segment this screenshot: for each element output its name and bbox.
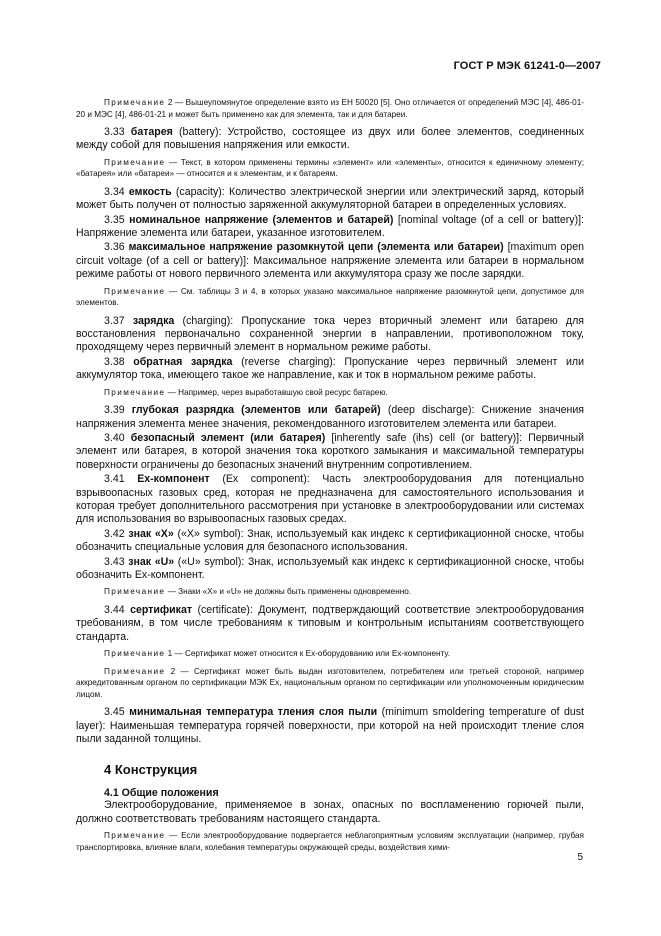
note-lead: Примечание [104,587,166,597]
note [76,286,584,309]
term-name: емкость [128,185,172,198]
term-text: [nominal voltage (of a cell or battery)]: Напряжение элемента или батареи, указанное изготовителем. [76,213,584,240]
term-name: знак «U» [128,555,175,568]
term-definition [76,604,584,644]
term-number: 3.37 [104,314,125,327]
term-number: 3.35 [104,213,125,226]
note-lead: Примечание [104,286,166,296]
note-text: — Текст, в котором применены термины «элемент» или «элементы», относится к единичному элементу; «батарея» или «батареи» — относится и к элементам, и к батареям. [76,157,584,179]
term-text: (reverse charging): Пропускание через первичный элемент или аккумулятор тока, имеющего такое же направление, как и ток в нормальном режиме работы. [76,355,584,382]
note [76,586,584,598]
document-body [76,93,584,859]
section-heading: 4 Конструкция [104,762,198,778]
note-text: — См. таблицы 3 и 4, в которых указано максимальное напряжение разомкнутой цепи, допустимое для элементов. [76,286,584,308]
page-number: 5 [577,852,583,863]
term-number: 3.39 [104,404,125,417]
standard-header: ГОСТ Р МЭК 61241-0—2007 [453,60,601,72]
note-lead: Примечание [104,98,166,107]
note-lead: Примечание [104,387,166,397]
term-text: [maximum open circuit voltage (of a cell or battery)]: Максимальное напряжение элемента или батареи в нормальном режиме работы от нового первичного элемента или аккумулятора сразу же после зарядки. [76,241,584,281]
term-number: 3.40 [104,432,125,444]
term-number: 3.44 [104,603,125,616]
term-definition [76,315,584,355]
term-number: 3.45 [104,706,125,719]
term-definition [76,241,584,281]
term-text: (certificate): Документ, подтверждающий соответствие электрооборудования требованиям, в том числе требованиям к типовым и контрольным испытаниям соответствующего стандарта. [76,603,585,643]
note-text: — Если электрооборудование подвергается неблагоприятным условиям эксплуатации (например, грубая транспортировка, влияние влаги, колебания температуры окружающей среды, воздействия хими- [76,831,584,852]
term-definition [76,356,584,383]
term-text: («U» symbol): Знак, используемый как индекс к сертификационной сноске, чтобы обозначить Ex-компонент. [76,555,584,582]
note [76,387,584,399]
term-definition [76,473,584,527]
term-number: 3.33 [104,126,125,138]
term-text: (Ex component): Часть электрооборудования для потенциально взрывоопасных газовых сред, которая не предназначена для самостоятельного использования и которая требует дополнительного рассмотрения при установке в электрооборудовании или системах для использования во взрывоопасных газовых средах. [76,473,584,526]
term-definition [76,126,584,153]
term-text: [inherently safe (ihs) cell (or battery)]: Первичный элемент или батарея, в которой значения тока короткого замыкания и максимальной температуры поверхности ограничены до безопасных значений внутренним сопротивлением. [76,432,585,471]
note [76,648,584,660]
term-definition [76,528,584,555]
paragraph: Электрооборудование, применяемое в зонах, опасных по воспламенению горючей пыли, должно соответствовать требованиям настоящего стандарта. [76,799,584,825]
note-text: 2 — Сертификат может быть выдан изготовителем, потребителем или третьей стороной, например аккредитованным органом по сертификации МЭК Ex, национальным органом по сертификации или уполномоченным юридическим лицом. [76,666,584,699]
term-name: минимальная температура тления слоя пыли [129,706,378,719]
term-number: 3.42 [104,527,125,540]
term-text: (minimum smoldering temperature of dust layer): Наименьшая температура горячей поверхности, при которой на ней происходит тление слоя пыли заданной толщины. [76,706,584,745]
note-text: — Знаки «X» и «U» не должны быть применены одновременно. [165,587,412,597]
term-name: батарея [130,126,173,138]
term-number: 3.43 [104,555,125,568]
term-definition [76,404,584,431]
note-lead: Примечание [104,649,166,659]
term-definition [76,432,584,472]
note-lead: Примечание [104,666,166,676]
term-text: (charging): Пропускание тока через вторичный элемент или батарею для восстановления первоначально сохраненной энергии в направлении, противоположном току, проходящему через первичный элемент в нормальном режиме работы. [76,314,584,354]
term-name: знак «X» [128,527,174,540]
term-definition [76,706,584,746]
term-definition [76,556,584,583]
note-lead: Примечание [104,157,166,167]
note-text: 1 — Сертификат может относится к Ex-оборудованию или Ex-компоненту. [165,649,450,659]
term-name: зарядка [132,314,175,327]
term-number: 3.41 [104,473,125,486]
note-text: — Например, через выработавшую свой ресурс батарею. [165,387,388,397]
note-text: 2 — Вышеупомянутое определение взято из ЕН 50020 [5]. Оно отличается от определений МЭС [4], 486-01-20 и МЭС [4], 486-01-21 и может быть применено как для элемента, так и для батареи. [76,98,584,119]
term-name: максимальное напряжение разомкнутой цепи (элемента или батареи) [128,241,504,254]
term-definition [76,186,584,213]
note-lead: Примечание [104,831,166,841]
term-text: (deep discharge): Снижение значения напряжения элемента менее значения, рекомендованного изготовителем элемента или батареи. [76,404,584,430]
term-name: глубокая разрядка (элементов или батарей) [131,404,381,417]
subsection-heading: 4.1 Общие положения [104,787,219,800]
note [76,830,584,853]
term-text: (capacity): Количество электрической энергии или электрический заряд, который может быть получен от полностью заряженной аккумуляторной батареи в определенных условиях. [76,185,584,212]
term-name: Ex-компонент [137,473,210,486]
note [76,157,584,180]
term-name: безопасный элемент (или батарея) [130,432,326,444]
term-number: 3.36 [104,241,125,254]
note [76,666,584,701]
term-number: 3.38 [104,355,125,368]
term-text: («X» symbol): Знак, используемый как индекс к сертификационной сноске, чтобы обозначить специальные условия для безопасного использования. [76,527,584,554]
term-number: 3.34 [104,185,125,198]
term-text: (battery): Устройство, состоящее из двух или более элементов, соединенных между собой для повышения напряжения или емкости. [76,126,584,152]
term-definition [76,214,584,241]
term-name: номинальное напряжение (элементов и батарей) [129,213,394,226]
term-name: обратная зарядка [133,355,233,368]
note [76,97,584,120]
term-name: сертификат [130,603,193,616]
